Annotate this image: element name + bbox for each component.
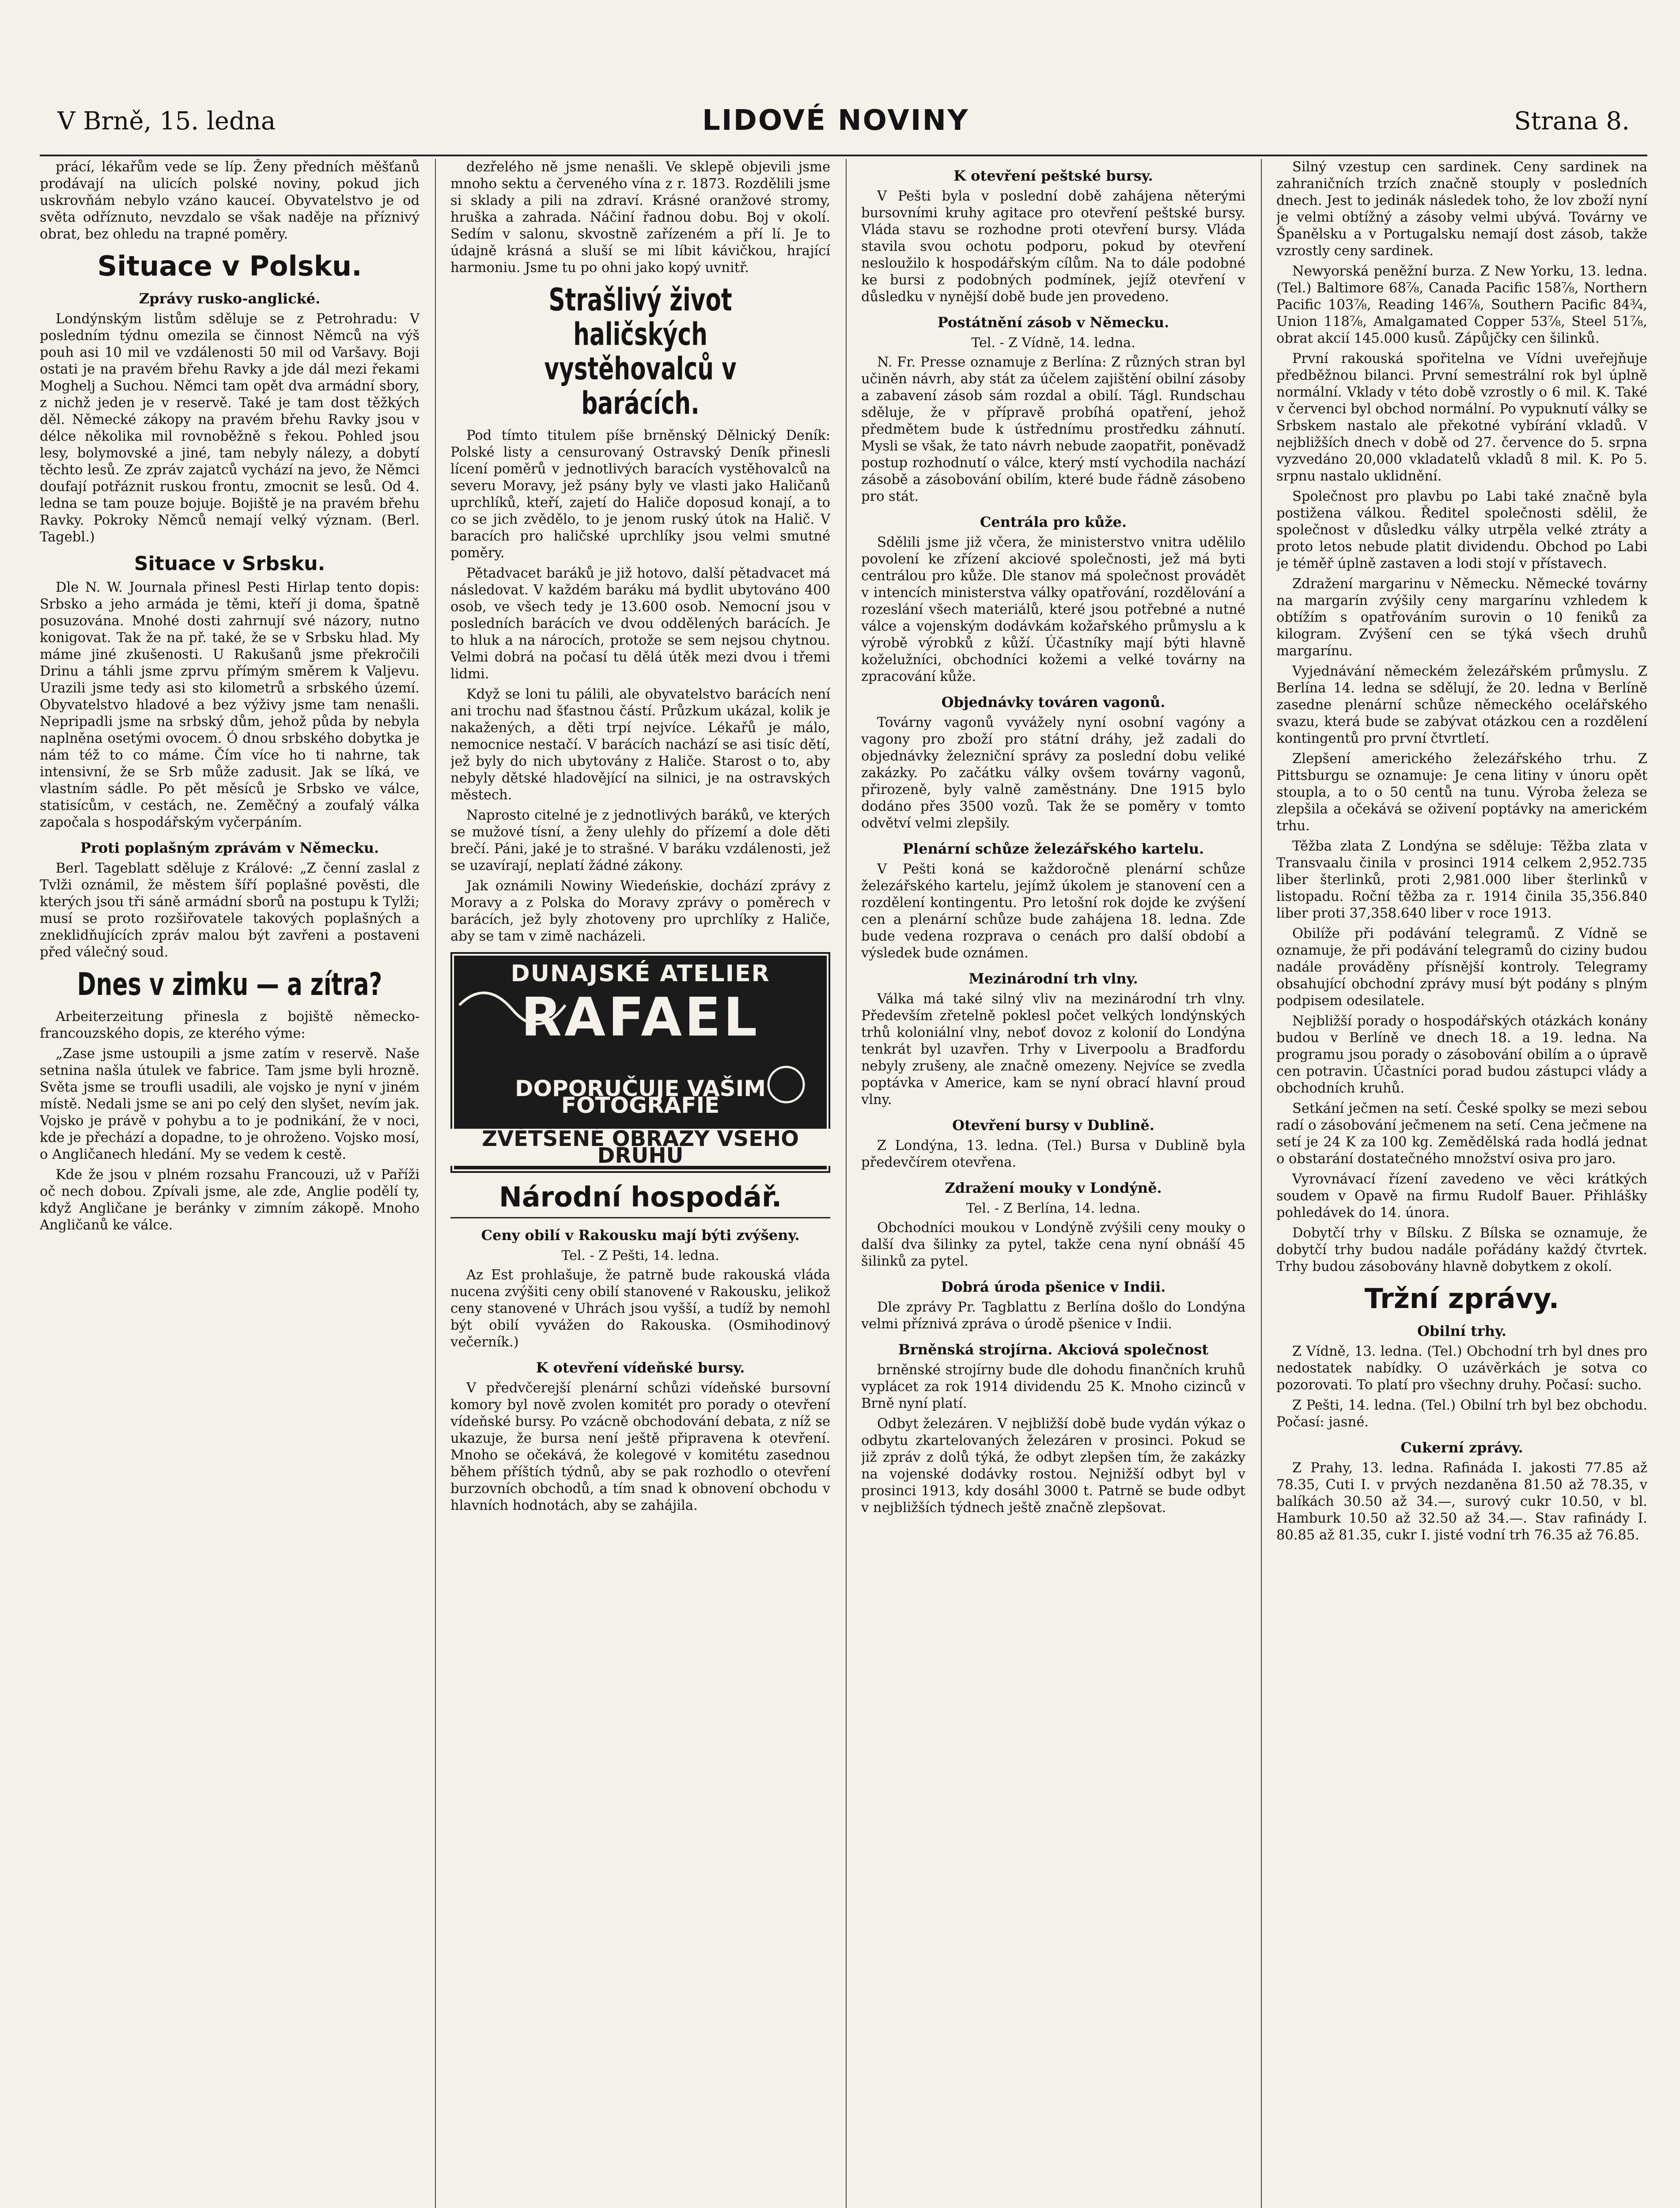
article-text: Těžba zlata Z Londýna se sděluje: Těžba zlata v Transvaalu činila v prosinci 1914 celkem 2,952.735 liber šterlinků, proti 2,981.000 liber šterlinků v listopadu. Roční těžba za r. 1914 činila 35,356.840 liber proti 37,358.640 liber v roce 1913.: [1276, 839, 1647, 921]
subheadline-sugar: Cukerní zprávy.: [1400, 1439, 1523, 1456]
headline-nationalization: Postátnění zásob v Německu.: [937, 314, 1169, 331]
column-1: [40, 159, 420, 2208]
column-4: [1276, 159, 1647, 2208]
ad-line-1: DUNAJSKÉ ATELIER: [511, 960, 770, 987]
article-text: Z Prahy, 13. ledna. Rafináda I. jakosti 77.85 až 78.35, Cuti I. v prvých nezdaněna 81.50 až 78.35, v balíkách 30.50 až 34.—, surový cukr 10.50, v bl. Hamburk 10.50 až 32.50 až 34.—. Stav rafinády I. 80.85 až 81.35, cukr I. jisté vodní trh 76.35 až 76.85.: [1276, 1460, 1647, 1543]
article-text: Londýnským listům sdělujе se z Petrohradu: V posledním týdnu omezila se činnost Němců na výš pouh asi 10 mil ve vzdálenosti 50 mil od Varšavy. Boji ostati je na pravém břehu Ravky a jde dál mezi řekami Moghelj a Suchou. Němci tam opět dva armádní sbory, z nichž jeden je v reservě. Také je tam dost těžkých děl. Německé zákopy na pravém břehu Ravky jsou v délce několika mil rovnoběžně s řekou. Pohled jsou lesy, bolymovské a jiné, tam nebyly nálezy, a dobytí těchto lesů. Ze zpráv zajatců vychází na jevo, že Němci doufají potřáznit ruskou frontu, zmocnit se lesů. Od 4. ledna se tam pouze bojuje. Bojiště je na pravém břehu Ravky. Pokroky Němců nemají velký význam. (Berl. Tagebl.): [40, 311, 420, 545]
article-text: Pětadvacet baráků je již hotovo, další pětadvacet má následovat. V každém baráku má bydlit ubytováno 400 osob, ve všech tedy je 13.600 osob. Nemocní jsou v posledních barácích ve dvou oddělených barácích. Je to hluk a na nárocích, protože se sem nejsou chytnou. Velmi dobrá na počasí tu dělá útěk mezi dvou i třemi lidmi.: [450, 566, 830, 682]
article-text: „Zase jsme ustoupili a jsme zatím v reservě. Naše setnina našla útulek ve fabrice. Tam jsme byli hrozně. Světa jsme se troufli usadili, ale vojsko je nyní v jiném místě. Nedali jsme se ani po celý den slyšet, nevím jak. Vojsko je právě v pohybu a to je podnikání, že v noci, kde je přechází a dopadne, to je ohroženo. Vojsko mosí, o Angličanech hledání. My se vedem k cestě.: [40, 1046, 420, 1162]
article-text: Jak oznámili Nowiny Wiedeńskie, dochází zprávy z Moravy a z Polska do Moravy zprávy o poměrech v barácích, jež byly zhotoveny pro uprchlíky z Haliče, aby se tam v zimě nacházeli.: [450, 878, 830, 944]
headline-galicia: Strašlivý život haličských vystěhovalců v barácích.: [544, 282, 737, 421]
headline-denial: Proti poplašným zprávám v Německu.: [80, 839, 379, 856]
article-text: Naprosto citelné je z jednotlivých baráků, ve kterých se mužové tísní, a ženy ulehly do přízemí a dole děti brečí. Páni, jaké je to strašné. V baráku vzdálenosti, jež se uzavírají, neplatí žádné zákony.: [450, 808, 830, 873]
headline-india: Dobrá úroda pšenice v Indii.: [941, 1278, 1166, 1295]
headline-today: Dnes v zimku — a zítra?: [77, 966, 382, 1002]
subheadline-grain-markets: Obilní trhy.: [1417, 1323, 1507, 1339]
article-text: Dle zprávy Pr. Tagblattu z Berlína došlo do Londýna velmi příznivá zpráva o úrodě pšenice v Indii.: [861, 1300, 1245, 1332]
columns: [40, 159, 1647, 2208]
article-text: První rakouská spořitelna ve Vídni uveřejňuje předběžnou bilanci. První semestrální rok byl úplně normální. Vklady v této době vzrostly o 6 mil. K. Také v červenci byl obchod normální. Po vypuknutí války se Srbskem nastalo ale překotné vybírání vkladů. V nejbližších dnech v době od 27. července do 5. srpna vyzvedáno 20,000 vkladatelů vkladů 8 mil. K. Po 5. srpnu nastalo uklidnění.: [1276, 351, 1647, 484]
article-text: Když se loni tu pálili, ale obyvatelstvo barácích není ani trochu nad šťastnou částí. Průzkum ukázal, kolik je nakažených, a děti trpí nejvíce. Lékařů je málo, nemocnice nestačí. V barácích nachází se asi tisíc dětí, jež byly do nich ubytovány z Haliče. Starost o to, aby nebyly dětské hladovějící na silnici, je na ostravských městech.: [450, 687, 830, 803]
article-text: Kde že jsou v plném rozsahu Francouzi, už v Paříži oč nech dobou. Zpívali jsme, ale zde, Anglie podělí ty, když Angličane je beránky v zimním zákopě. Mnoho Angličanů ke válce.: [40, 1167, 420, 1233]
article-text: Setkání ječmen na setí. České spolky se mezi sebou radí o zásobování ječmenem na setí. Cena ječmene na setí je 24 K za 100 kg. Zemědělská rada hodlá jednat o obstarání dostatečného množství osiva pro jaro.: [1276, 1101, 1647, 1167]
headline-flour: Zdražení mouky v Londýně.: [945, 1180, 1162, 1196]
article-text: Z Londýna, 13. ledna. (Tel.) Bursa v Dublině byla předevčírem otevřena.: [861, 1138, 1245, 1170]
column-divider: [1261, 159, 1262, 2208]
headline-poland: Situace v Polsku.: [97, 250, 362, 282]
headline-grain: Ceny obilí v Rakousku mají býti zvýšeny.: [481, 1227, 800, 1244]
article-text: Odbyt železáren. V nejbližší době bude vydán výkaz o odbytu zkartelovaných železáren v prosinci. Pokud se již zpráv z dolů týká, že odbyt zlepšen tím, že zakázky na vojenské dodávky rostou. Nejnižší odbyt byl v prosinci 1913, kdy dosáhl 3000 t. Patrně se bude odbyt v nejbližších týdnech ještě značně zlepšovat.: [861, 1416, 1245, 1516]
article-text: Dobytčí trhy v Bílsku. Z Bílska se oznamuje, že dobytčí trhy budou nadále pořádány každý čtvrtek. Trhy budou zásobovány hlavně dobytkem z okolí.: [1276, 1225, 1647, 1274]
article-text: Z Pešti, 14. ledna. (Tel.) Obilní trh byl bez obchodu. Počasí: jasné.: [1276, 1398, 1647, 1430]
article-text: V Pešti byla v poslední době zahájena něterými bursovními kruhy agitace pro otevření peštské bursy. Vláda stavu se rozhodne proti otevření bursy. Vláda stavila svou ochotu podporu, pokud by otevření nesloužilo k hospodářským cílům. Na to dále podobné ke bursi z podobných podmínek, jejíž otevření v důsledku v nynější době bude jen provedeno.: [861, 189, 1245, 305]
headline-market: Tržní zprávy.: [1364, 1282, 1559, 1315]
article-text: Nejbližší porady o hospodářských otázkách konány budou v Berlíně ve dnech 18. a 19. ledna. Na programu jsou porady o zásobování obilím a o úpravě cen potravin. Účastníci porad budou zástupci vlády a obchodních kruhů.: [1276, 1013, 1647, 1096]
article-text: Zdražení margarinu v Německu. Německé továrny na margarín zvýšily ceny margarínu vzhledem k obtížím s opatřováním surovin o 10 feniků za kilogram. Zvýšení cen se týká všech druhů margarínu.: [1276, 576, 1647, 659]
column-divider: [435, 159, 436, 2208]
headline-economy: Národní hospodář.: [499, 1181, 782, 1213]
page-number: Strana 8.: [1514, 107, 1630, 136]
article-text: Válka má také silný vliv na mezinárodní trh vlny. Především zřetelně poklesl počet velkých londýnských trhů koloniální vlny, neboť dovoz z kolonií do Londýna tenkrát byl uzavřen. Trhy v Liverpoolu a Bradfordu nebyly zrušeny, ale značně omezeny. Nejvíce se zvedla poptávka v Americe, kam se nyní obrací hlavní proud vlny.: [861, 991, 1245, 1108]
dateline: Tel. - Z Pešti, 14. ledna.: [561, 1248, 719, 1263]
masthead: [40, 102, 1647, 156]
article-text: Vyrovnávací řízení zavedeno ve věci krátkých soudem v Opavě na firmu Rudolf Bauer. Přihlášky pohledávek do 14. února.: [1276, 1172, 1647, 1221]
issue-date: V Brně, 15. ledna: [57, 107, 276, 136]
headline-brno-works: Brněnská strojírna. Akciová společnost: [898, 1341, 1209, 1358]
column-divider: [846, 159, 847, 2208]
newspaper-title: LIDOVÉ NOVINY: [702, 104, 969, 137]
ad-line-3: DOPORUČUJE VAŠIM FOTOGRAFIE: [515, 1076, 766, 1118]
newspaper-page: [40, 102, 1647, 2208]
article-text: Arbeiterzeitung přinesla z bojiště německo-francouzského dopis, ze kterého výme:: [40, 1009, 420, 1041]
article-text: N. Fr. Presse oznamuje z Berlína: Z různých stran byl učiněn návrh, aby stát za účelem zajištění obilní zásoby a zabavení zásob sám rozdal a obilí. Tágl. Rundschau sděluje, že v přípravě probíhá opatření, jehož předmětem bude k ústřednímu prostředku záhnutí. Mysli se však, že tato návrh nebude zaopatřit, poněvadž postup rozhodnutí o válce, který mstí vychodila nachází zásobě a zásobování obilím, které bude řádně zásobeno pro stát.: [861, 355, 1245, 504]
article-text: Společnost pro plavbu po Labi také značně byla postižena válkou. Ředitel společnosti sdělil, že společnost v důsledku války utrpěla velké ztráty a proto letos nebude platit dividendu. Obchod po Labi je téměř úplně zastaven a lodi stojí v přístavech.: [1276, 489, 1647, 571]
column-2: [450, 159, 830, 2208]
headline-wagons: Objednávky továren vagonů.: [941, 694, 1165, 711]
article-text: Sdělili jsme již včera, že ministerstvo vnitra udělilo povolení ke zřízení akciové společnosti, jež má byti centrálou pro kůže. Dle stanov má společnost provádět v intencích ministerstva války opatřování, rozdělování a rozeslání všech materiálů, které jsou potřebné a nutné válce a vojenským dodávkám kožařského průmyslu a k výrobě výrobků z kůží. Účastníky mají býti hlavně koželužníci, obchodníci kožemi a velké továrny na zpracování kůže.: [861, 535, 1245, 684]
headline-wool: Mezinárodní trh vlny.: [969, 970, 1138, 987]
article-text: Z Vídně, 13. ledna. (Tel.) Obchodní trh byl dnes pro nedostatek nabídky. O uzávěrkách je sotva co pozorovati. To platí pro všechny druhy. Počasí: sucho.: [1276, 1344, 1647, 1393]
article-text: Dle N. W. Journala přinesl Pesti Hirlap tento dopis: Srbsko a jeho armáda je těmi, kteří ji doma, špatně posuzována. Mnohé dosti zahrnují své názory, nutno konigovat. Tak že na př. také, že se v Srbsku hlad. My máme jiné zkušenosti. U Rakušanů jsme překročili Drinu a táhli jsme zprvu přímým směrem k Valjevu. Urazili jsme tedy asi sto kilometrů a srbského území. Obyvatelstvo hladové a bez výživy jsme tam nenašli. Nepripadli jsme na srbský dům, jehož půda by nebyla naplněna osetými ovocem. Ó dnou srbského dobytka je nám též to co mámе. Čím více ho ti nahrne, tak intensivní, že se Srb může zadusit. Jak se líká, ve vlastním sádle. Po pět měsíců je Srbsko ve válce, statisícům, v cestách, ne. Zeměčný a zoufalý válka započala s hospodářským vyčerpáním.: [40, 580, 420, 830]
headline-serbia: Situace v Srbsku.: [134, 552, 325, 575]
article-text: Az Est prohlašuje, že patrně bude rakouská vláda nucena zvýšiti ceny obilí stanovené v Rakousku, jelikož ceny stanovené v Uhrách jsou vyšší, a tudíž by nemohl být obilí vyvážen do Rakouska. (Osmihodinový večerník.): [450, 1267, 830, 1350]
headline-pest-bourse: K otevření peštské bursy.: [954, 167, 1153, 184]
article-text: V Pešti koná se každoročně plenární schůze železářského kartelu, jejímž úkolem je stanovení cen a rozdělení kontingentu. Pro letošní rok dojde ke zvýšení cen a plenární schůze bude zahájena 18. ledna. Zde bude vedena rozprava o cenách pro další období a výsledek bude oznámen.: [861, 862, 1245, 961]
article-text: Berl. Tageblatt sděluje z Králové: „Z čenní zaslal z Tvlži oznámil, že městem šíří poplašné pověsti, dle kterých jsou tři sáně armádní sborů na postupu k Tylži; musí se proto rozšiřovatele takových poplašných a zneklidňujících zpráv malou být zavřeni a postaveni před válečný soud.: [40, 861, 420, 960]
article-text: Zlepšení amerického železářského trhu. Z Pittsburgu se oznamuje: Je cena litiny v únoru opět stoupla, a to o 50 centů na tunu. Výroba železa se zlepšila a očekává se oživení poptávky na americkém trhu.: [1276, 751, 1647, 834]
divider: [450, 1217, 830, 1218]
article-text: brněnské strojírny bude dle dohodu finančních kruhů vyplácet za rok 1914 dividendu 25 K. Mnoho cizinců v Brně nyní platí.: [861, 1362, 1245, 1411]
subheadline: Zprávy rusko-anglické.: [139, 290, 321, 307]
dateline: Tel. - Z Berlína, 14. ledna.: [966, 1201, 1141, 1216]
headline-dublin: Otevření bursy v Dublině.: [952, 1117, 1154, 1134]
headline-leather: Centrála pro kůže.: [980, 514, 1127, 530]
article-text: Obilíže při podávání telegramů. Z Vídně se oznamuje, že při podávání telegramů do ciziny budou nadále prováděny přísnější kontroly. Telegramy obsahující obchodní zprávy musí být podány s plným podpisem odesilatele.: [1276, 926, 1647, 1009]
article-text: Pod tímto titulem píše brněnský Dělnický Deník: Polské listy a censurovaný Ostravský Deník přinesli lícení poměrů v jednotlivých baracích vystěhovalců na severu Moravy, jež psány byly ve vlasti jako Haličanů uprchlíků, kteří, zajetí do Haliče doposud konají, a to co se jich zvědělo, to je jenom ruský útok na Halič. V baracích pro haličské uprchlíky jsou velmi smutné poměry.: [450, 428, 830, 561]
article-text: Silný vzestup cen sardinek. Ceny sardinek na zahraničních trzích značně stouply v posledních dnech. Jest to jedinák následek toho, že lov zboží nyní je velmi obtížný a zásoby velmi ubývá. Továrny ve Španělsku a v Portugalsku nemají dost zásob, takže vzrostly ceny sardinek.: [1276, 159, 1647, 259]
article-text: dezřelého ně jsme nenašli. Ve sklepě objevili jsme mnoho sektu a červeného vína z r. 1873. Rozdělili jsme si sklady a pili na zdraví. Krásné oranžové stromy, hruška a zahrada. Náčiní řadnou dobu. Boj v okolí. Sedím v salonu, skvostně zařízeném a pří lí. Je to údajně krásná a sluší se mi líbit kávičkou, hrající harmoniu. Jsme tu po ohni jako kopý uvnitř.: [450, 159, 830, 276]
article-text: Vyjednávání německém železářském průmyslu. Z Berlína 14. ledna se sdělují, že 20. ledna v Berlíně zasedne plenární schůze německého ocelářského svazu, která bude se zabývat otázkou cen a rozdělení kontingentů pro první čtvrtletí.: [1276, 664, 1647, 746]
photo-studio-advertisement: [450, 952, 830, 1173]
dateline: Tel. - Z Vídně, 14. ledna.: [971, 335, 1135, 351]
article-text: V předvčerejší plenární schůzi vídeňské bursovní komory byl nově zvolen komitét pro porady o otevření vídeňské bursy. Po vzácně obchodování debata, z níž se ukazuje, že bursa není ještě připravena k otevření. Mnoho se očekává, že kolegové v komitétu zasednou během příštích týdnů, aby se pak rozhodlo o otevření burzovních obchodů, a tím snad k obnovení obchodu v hlavních hodnotách, aby se zahájila.: [450, 1380, 830, 1513]
headline-iron-cartel: Plenární schůze železářského kartelu.: [902, 840, 1204, 857]
ad-brand: RAFAEL: [521, 987, 760, 1048]
column-3: [861, 159, 1245, 2208]
article-text: Továrny vagonů vyvážely nyní osobní vagóny a vagony pro zboží pro státní dráhy, jež zadali do objednávky železniční správy za poslední dobu veliké zakázky. Po začátku války ovšem továrny vagonů, přirozeně, byly valně zaměstnány. Dne 1915 bylo dodáno přes 3500 vozů. Tak že se poměry v tomto odvětví velmi zlepšily.: [861, 715, 1245, 831]
article-text: prácí, lékařům vede se líp. Ženy předních měšťanů prodávají na ulicích polské noviny, pokud jich uskrovňám nebylo vzáno kauceí. Obyvatelstvo je od světa odříznuto, nevzdalo se však naděje na příznivý obrat, bez ohledu na trapné poměry.: [40, 159, 420, 242]
article-text: Newyorská peněžní burza. Z New Yorku, 13. ledna. (Tel.) Baltimore 68⅞, Canada Pacific 158⅞, Northern Pacific 103⅞, Reading 146⅞, Southern Pacific 84¾, Union 118⅞, Amalgamated Copper 53⅞, Steel 51⅞, obrat akcií 145.000 kusů. Zápůjčky cen šilinků.: [1276, 264, 1647, 346]
ad-line-4: ZVĚTŠENÉ OBRAZY VŠEHO DRUHU: [450, 1129, 830, 1166]
article-text: Obchodníci moukou v Londýně zvýšili ceny mouky o další dva šilinky za pytel, takže cena nyní obnáší 45 šilinků za pytel.: [861, 1220, 1245, 1269]
headline-vienna-bourse: K otevření vídeňské bursy.: [536, 1359, 745, 1376]
